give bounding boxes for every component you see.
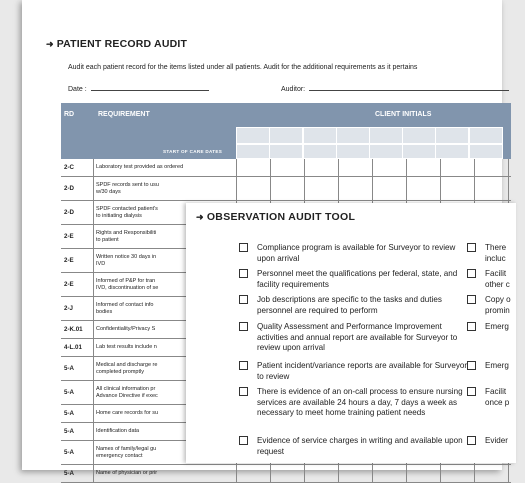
initials-cells[interactable] [237, 159, 509, 176]
checkbox[interactable] [239, 387, 248, 396]
requirement-line: Laboratory test provided as ordered [96, 164, 184, 170]
rd-cell: 5-A [61, 381, 94, 404]
requirement-line: emergency contact [96, 452, 143, 459]
checklist-item-label: Evidence of service charges in writing and available upon request [257, 436, 463, 456]
requirement-line: Name of physician or prir [96, 470, 158, 476]
checklist-item [467, 361, 525, 372]
observation-audit-tool-page [186, 203, 516, 463]
checklist-item [467, 436, 525, 447]
requirement-cell [94, 177, 237, 200]
requirement-line: SPDF records sent to usu [96, 181, 159, 188]
table-row [61, 465, 511, 483]
rd-cell: 5-A [61, 405, 94, 422]
requirement-line: Written notice 30 days in [96, 253, 157, 260]
rd-cell: 5-A [61, 441, 94, 464]
checklist-item-label: Personnel meet the qualifications per federal, state, and facility requirements [257, 269, 458, 289]
rd-cell: 2-C [61, 159, 94, 176]
arrow-icon: ➜ [46, 39, 54, 49]
table-row [61, 159, 511, 177]
rd-header: RD [64, 111, 75, 118]
rd-cell: 4-L.01 [61, 339, 94, 356]
checklist-item-label: There incluc [485, 243, 507, 263]
table-row [61, 177, 511, 201]
client-initials-header: CLIENT INITIALS [375, 111, 432, 118]
checkbox[interactable] [467, 361, 476, 370]
requirement-line: IVD [96, 260, 106, 267]
checkbox[interactable] [467, 243, 476, 252]
auditor-field[interactable]: Auditor: [281, 85, 509, 93]
requirement-line: w/30 days [96, 188, 121, 195]
requirement-line: to initiating dialysis [96, 212, 142, 219]
audit-table-header [61, 103, 511, 159]
checklist-item [467, 387, 525, 408]
requirement-line: Lab test results include n [96, 344, 157, 350]
checklist-item [239, 243, 475, 264]
requirement-cell [94, 465, 237, 482]
observation-audit-title: ➜ OBSERVATION AUDIT TOOL [196, 211, 356, 223]
checklist-item [239, 361, 475, 382]
checkbox[interactable] [467, 295, 476, 304]
checkbox[interactable] [239, 322, 248, 331]
initials-cells[interactable] [237, 465, 509, 482]
patient-record-audit-title: ➜ PATIENT RECORD AUDIT [46, 38, 188, 50]
rd-cell: 2-D [61, 201, 94, 224]
requirement-header: REQUIREMENT [98, 111, 150, 118]
checklist-item [239, 322, 475, 354]
checklist-item-label: Job descriptions are specific to the tasks and duties personnel are required to perform [257, 295, 442, 315]
rd-cell: 2-E [61, 249, 94, 272]
rd-cell: 5-A [61, 357, 94, 380]
audit-instructions: Audit each patient record for the items listed under all patients. Audit for the additional requirements as it pertains [68, 64, 418, 71]
checkbox[interactable] [467, 322, 476, 331]
requirement-line: to patient [96, 236, 119, 243]
rd-cell: 2-J [61, 297, 94, 320]
rd-cell: 5-A [61, 465, 94, 482]
checklist-item [467, 269, 525, 290]
requirement-line: completed promptly [96, 368, 144, 375]
checklist-item-label: There is evidence of an on-call process to ensure nursing services are available 24 hours a day, 7 days a week as necessary to meet home training patient needs [257, 387, 463, 417]
checklist-item [467, 295, 525, 316]
requirement-line: Medical and discharge re [96, 361, 158, 368]
requirement-line: Rights and Responsibiliti [96, 229, 157, 236]
checkbox[interactable] [467, 269, 476, 278]
requirement-line: Confidentiality/Privacy S [96, 326, 156, 332]
checklist-item [239, 295, 475, 316]
checkbox[interactable] [239, 436, 248, 445]
rd-cell: 2-K.01 [61, 321, 94, 338]
requirement-line: IVD, discontinuation of se [96, 284, 159, 291]
checkbox[interactable] [239, 361, 248, 370]
checklist-item [239, 387, 475, 419]
initials-cells[interactable] [237, 177, 509, 200]
checkbox[interactable] [467, 436, 476, 445]
start-of-care-cells[interactable] [237, 144, 503, 159]
requirement-cell [94, 159, 237, 176]
checklist-item [239, 436, 475, 457]
client-initials-cells[interactable] [237, 127, 503, 144]
checklist-item-label: Facilit other c [485, 269, 510, 289]
checkbox[interactable] [239, 269, 248, 278]
requirement-line: Informed of P&P for tran [96, 277, 156, 284]
checklist-item-label: Emerg [485, 322, 509, 331]
start-of-care-label: START OF CARE DATES [163, 149, 223, 154]
requirement-line: Names of family/legal gu [96, 445, 157, 452]
checklist-item [467, 322, 525, 333]
requirement-line: bodies [96, 308, 113, 315]
requirement-line: All clinical information pr [96, 385, 156, 392]
checklist-item [239, 269, 475, 290]
date-line[interactable] [91, 85, 209, 91]
checklist-item [467, 243, 525, 264]
checklist-item-label: Emerg [485, 361, 509, 370]
arrow-icon: ➜ [196, 212, 204, 222]
rd-cell: 2-E [61, 225, 94, 248]
checklist-item-label: Evider [485, 436, 508, 445]
auditor-line[interactable] [309, 85, 509, 91]
checklist-item-label: Quality Assessment and Performance Improvement activities and annual report are available for Surveyor to review upon arrival [257, 322, 458, 352]
rd-cell: 2-E [61, 273, 94, 296]
rd-cell: 5-A [61, 423, 94, 440]
date-field[interactable]: Date : [68, 85, 209, 93]
requirement-line: Identification data [96, 428, 140, 434]
requirement-line: Advance Directive if exec [96, 392, 158, 399]
checkbox[interactable] [239, 243, 248, 252]
requirement-line: Home care records for su [96, 410, 159, 416]
checklist-item-label: Copy o promin [485, 295, 511, 315]
checkbox[interactable] [239, 295, 248, 304]
rd-cell: 2-D [61, 177, 94, 200]
patient-record-audit-page [22, 0, 511, 477]
requirement-line: Informed of contact info [96, 301, 154, 308]
checklist-item-label: Facilit once p [485, 387, 510, 407]
checklist-item-label: Patient incident/variance reports are available for Surveyor to review [257, 361, 468, 381]
checklist-item-label: Compliance program is available for Surveyor to review upon arrival [257, 243, 456, 263]
checkbox[interactable] [467, 387, 476, 396]
requirement-line: SPDF contacted patient's [96, 205, 158, 212]
